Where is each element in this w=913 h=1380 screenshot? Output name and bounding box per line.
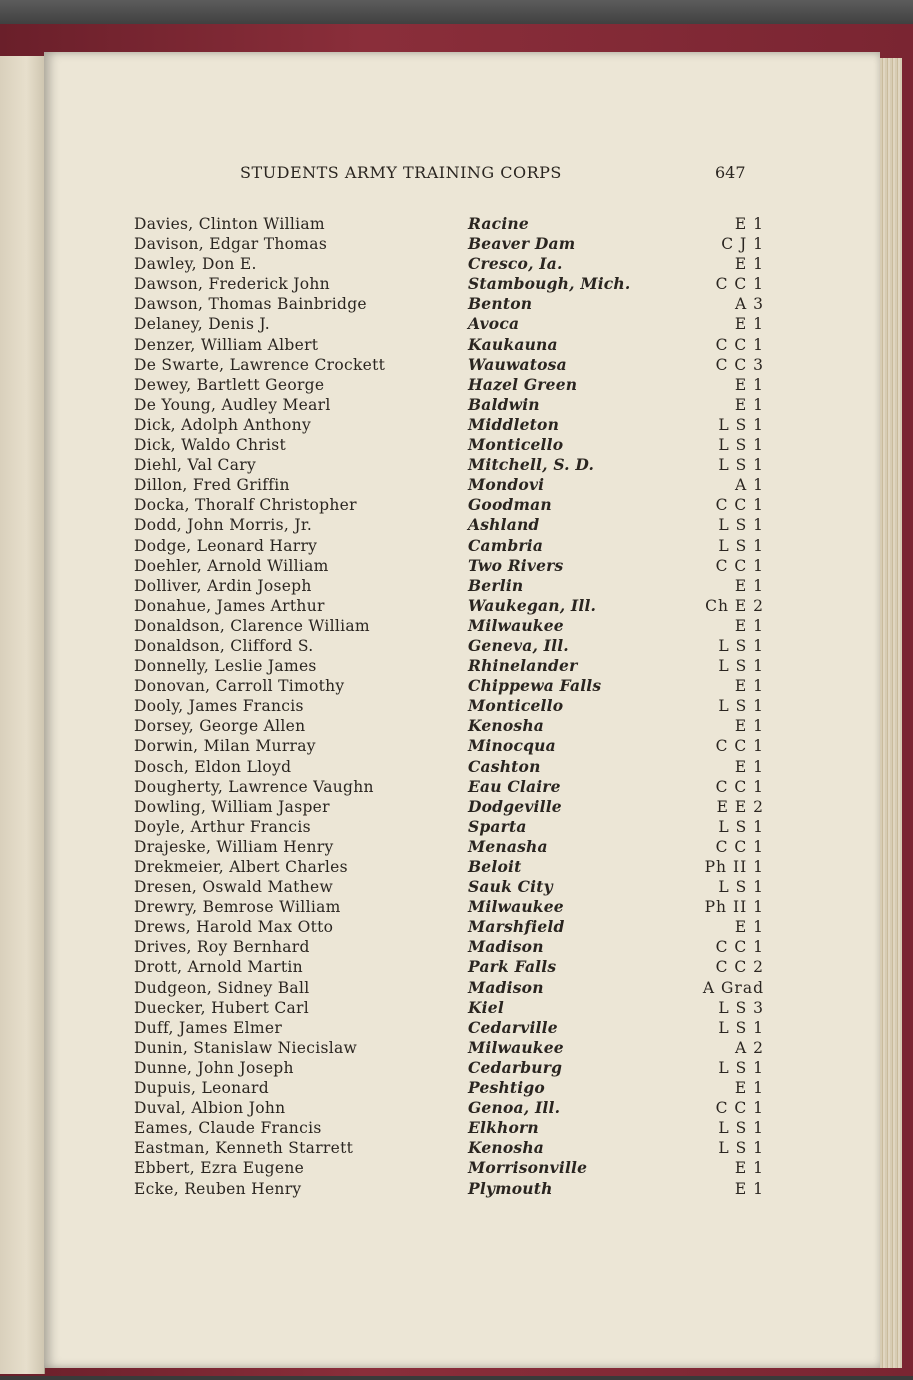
course-code: C C 1	[715, 938, 764, 957]
course-code: Ch E 2	[705, 596, 764, 615]
roster-entry	[134, 495, 774, 515]
course-code: C C 1	[715, 737, 764, 756]
roster-entry	[134, 475, 774, 495]
roster-entry	[134, 314, 774, 334]
course-code: C C 1	[715, 496, 764, 515]
course-code: C J 1	[721, 235, 764, 254]
hometown: Mitchell, S. D.	[468, 455, 595, 475]
roster-entry	[134, 515, 774, 535]
student-name: Donaldson, Clifford S.	[134, 636, 314, 655]
student-name: Doyle, Arthur Francis	[134, 817, 311, 836]
hometown: Two Rivers	[468, 555, 564, 575]
student-name: Delaney, Denis J.	[134, 315, 270, 334]
hometown: Dodgeville	[468, 796, 562, 816]
course-code: L S 1	[718, 697, 764, 716]
roster-entry	[134, 757, 774, 777]
student-name: Davies, Clinton William	[134, 215, 325, 233]
student-name: Dresen, Oswald Mathew	[134, 878, 334, 897]
course-code: C C 1	[715, 837, 764, 856]
hometown: Eau Claire	[468, 776, 561, 796]
roster-entry	[134, 556, 774, 576]
hometown: Kaukauna	[468, 334, 558, 354]
hometown: Milwaukee	[468, 897, 564, 917]
hometown: Benton	[468, 294, 533, 314]
hometown: Beloit	[468, 857, 522, 876]
roster-entry	[134, 736, 774, 756]
student-name: Dudgeon, Sidney Ball	[134, 978, 310, 997]
hometown: Middleton	[468, 414, 560, 434]
hometown: Cresco, Ia.	[468, 254, 563, 274]
roster-entry	[134, 254, 774, 274]
roster-entry	[134, 937, 774, 957]
roster-entry	[134, 1138, 774, 1158]
student-name: De Young, Audley Mearl	[134, 395, 331, 414]
student-name: Donnelly, Leslie James	[134, 657, 317, 676]
student-name: Dolliver, Ardin Joseph	[134, 576, 312, 595]
student-name: Dodd, John Morris, Jr.	[134, 516, 313, 535]
running-head: STUDENTS ARMY TRAINING CORPS	[240, 163, 562, 182]
course-code: C C 1	[715, 777, 764, 796]
course-code: L S 1	[718, 817, 764, 836]
roster-entry	[134, 716, 774, 736]
student-name: Drews, Harold Max Otto	[134, 918, 334, 937]
course-code: E 1	[734, 395, 764, 414]
hometown: Wauwatosa	[468, 354, 567, 374]
roster-entry	[134, 636, 774, 656]
hometown: Mondovi	[468, 475, 545, 495]
hometown: Avoca	[468, 314, 520, 334]
roster-entry	[134, 455, 774, 475]
course-code: L S 1	[718, 636, 764, 655]
course-code: E 1	[734, 1179, 764, 1198]
course-code: L S 1	[718, 456, 764, 475]
roster-entry	[134, 957, 774, 977]
student-name: Duff, James Elmer	[134, 1018, 283, 1037]
hometown: Racine	[468, 214, 529, 233]
student-name: Ebbert, Ezra Eugene	[134, 1159, 305, 1178]
student-name: Duval, Albion John	[134, 1099, 286, 1118]
roster-entry	[134, 696, 774, 716]
student-name: Ecke, Reuben Henry	[134, 1179, 302, 1198]
course-code: C C 1	[715, 556, 764, 575]
student-name: Dosch, Eldon Lloyd	[134, 757, 292, 776]
course-code: E 1	[734, 616, 764, 635]
hometown: Marshfield	[468, 917, 565, 937]
hometown: Sauk City	[468, 877, 553, 897]
student-name: Dougherty, Lawrence Vaughn	[134, 777, 374, 796]
roster-entry	[134, 415, 774, 435]
roster-entry	[134, 777, 774, 797]
roster-entry	[134, 1078, 774, 1098]
roster-entry	[134, 576, 774, 596]
roster-entry	[134, 978, 774, 998]
student-name: Dawley, Don E.	[134, 255, 257, 274]
hometown: Morrisonville	[468, 1158, 588, 1178]
hometown: Rhinelander	[468, 656, 578, 676]
course-code: C C 1	[715, 275, 764, 294]
student-name: Dodge, Leonard Harry	[134, 536, 318, 555]
hometown: Cambria	[468, 535, 544, 555]
course-code: E 1	[734, 215, 764, 233]
student-name: Dick, Adolph Anthony	[134, 415, 312, 434]
hometown: Kenosha	[468, 1138, 545, 1158]
roster-entry	[134, 1158, 774, 1178]
course-code: L S 1	[718, 878, 764, 897]
course-code: E 1	[734, 1079, 764, 1098]
student-name: Dick, Waldo Christ	[134, 436, 287, 455]
hometown: Kenosha	[468, 716, 545, 736]
hometown: Baldwin	[468, 394, 540, 414]
roster-entry	[134, 274, 774, 294]
hometown: Monticello	[468, 696, 564, 716]
course-code: E 1	[734, 677, 764, 696]
course-code: C C 2	[715, 958, 764, 977]
roster-entry	[134, 214, 774, 234]
course-code: L S 1	[718, 516, 764, 535]
student-name: Drekmeier, Albert Charles	[134, 858, 348, 876]
course-code: E 1	[734, 1159, 764, 1178]
roster-entry	[134, 837, 774, 857]
roster-entry	[134, 897, 774, 917]
course-code: L S 1	[718, 1058, 764, 1077]
roster-entry	[134, 998, 774, 1018]
course-code: A Grad	[702, 978, 764, 997]
hometown: Hazel Green	[468, 374, 578, 394]
student-name: De Swarte, Lawrence Crockett	[134, 355, 386, 374]
roster-entry	[134, 375, 774, 395]
roster-entry	[134, 335, 774, 355]
course-code: C C 1	[715, 1099, 764, 1118]
roster-entry	[134, 1038, 774, 1058]
roster-entry	[134, 234, 774, 254]
page-edges	[880, 58, 902, 1368]
student-name: Drott, Arnold Martin	[134, 958, 303, 977]
course-code: E 1	[734, 576, 764, 595]
hometown: Park Falls	[468, 957, 557, 977]
hometown: Ashland	[468, 515, 540, 535]
student-name: Davison, Edgar Thomas	[134, 235, 328, 254]
course-code: L S 1	[718, 536, 764, 555]
hometown: Madison	[468, 937, 544, 957]
course-code: C C 1	[715, 335, 764, 354]
hometown: Elkhorn	[468, 1118, 539, 1138]
roster-entry	[134, 435, 774, 455]
hometown: Madison	[468, 977, 544, 997]
roster-entry	[134, 1179, 774, 1199]
course-code: L S 1	[718, 1119, 764, 1138]
roster-entry	[134, 1058, 774, 1078]
course-code: A 2	[735, 1038, 764, 1057]
hometown: Milwaukee	[468, 615, 564, 635]
hometown: Peshtigo	[468, 1078, 545, 1098]
student-name: Denzer, William Albert	[134, 335, 319, 354]
roster-entry	[134, 355, 774, 375]
course-code: E 1	[734, 255, 764, 274]
roster-entry	[134, 395, 774, 415]
student-name: Dupuis, Leonard	[134, 1079, 269, 1098]
course-code: L S 3	[718, 998, 764, 1017]
roster-entry	[134, 1018, 774, 1038]
course-code: A 3	[735, 295, 764, 314]
student-name: Dawson, Thomas Bainbridge	[134, 295, 367, 314]
student-name: Drives, Roy Bernhard	[134, 938, 310, 957]
roster-entry	[134, 857, 774, 877]
roster-entry	[134, 536, 774, 556]
course-code: E 1	[734, 375, 764, 394]
hometown: Genoa, Ill.	[468, 1098, 561, 1118]
roster-entry	[134, 877, 774, 897]
roster-entry	[134, 917, 774, 937]
student-name: Dowling, William Jasper	[134, 797, 330, 816]
student-name: Drajeske, William Henry	[134, 837, 334, 856]
hometown: Sparta	[468, 816, 527, 836]
hometown: Goodman	[468, 495, 552, 515]
roster-entry	[134, 797, 774, 817]
course-code: L S 1	[718, 415, 764, 434]
course-code: L S 1	[718, 1018, 764, 1037]
course-code: E 1	[734, 918, 764, 937]
student-name: Donahue, James Arthur	[134, 596, 325, 615]
facing-page-edge	[0, 56, 45, 1374]
course-code: A 1	[735, 476, 764, 495]
roster-entry	[134, 616, 774, 636]
roster-list	[134, 214, 774, 1199]
hometown: Menasha	[468, 836, 548, 856]
hometown: Minocqua	[468, 736, 556, 756]
student-name: Docka, Thoralf Christopher	[134, 496, 357, 515]
student-name: Dorsey, George Allen	[134, 717, 306, 736]
hometown: Kiel	[468, 997, 504, 1017]
course-code: Ph II 1	[704, 898, 764, 917]
student-name: Dunne, John Joseph	[134, 1058, 294, 1077]
hometown: Monticello	[468, 435, 564, 455]
student-name: Dunin, Stanislaw Niecislaw	[134, 1038, 358, 1057]
roster-entry	[134, 294, 774, 314]
hometown: Chippewa Falls	[468, 676, 602, 696]
student-name: Duecker, Hubert Carl	[134, 998, 310, 1017]
hometown: Berlin	[468, 575, 524, 595]
course-code: L S 1	[718, 657, 764, 676]
student-name: Doehler, Arnold William	[134, 556, 329, 575]
hometown: Plymouth	[468, 1178, 553, 1198]
student-name: Dewey, Bartlett George	[134, 375, 325, 394]
student-name: Donovan, Carroll Timothy	[134, 677, 345, 696]
student-name: Eames, Claude Francis	[134, 1119, 322, 1138]
hometown: Stambough, Mich.	[468, 274, 631, 294]
student-name: Dawson, Frederick John	[134, 275, 330, 294]
roster-entry	[134, 817, 774, 837]
roster-entry	[134, 676, 774, 696]
hometown: Cedarville	[468, 1017, 558, 1037]
course-code: E 1	[734, 717, 764, 736]
student-name: Donaldson, Clarence William	[134, 616, 370, 635]
course-code: E 1	[734, 757, 764, 776]
roster-entry	[134, 656, 774, 676]
student-name: Diehl, Val Cary	[134, 456, 257, 475]
course-code: L S 1	[718, 436, 764, 455]
hometown: Geneva, Ill.	[468, 635, 569, 655]
course-code: Ph II 1	[704, 858, 764, 876]
hometown: Waukegan, Ill.	[468, 595, 597, 615]
student-name: Dooly, James Francis	[134, 697, 304, 716]
student-name: Drewry, Bemrose William	[134, 898, 341, 917]
course-code: E 1	[734, 315, 764, 334]
course-code: C C 3	[715, 355, 764, 374]
roster-entry	[134, 1098, 774, 1118]
student-name: Dorwin, Milan Murray	[134, 737, 316, 756]
hometown: Beaver Dam	[468, 234, 576, 254]
hometown: Cedarburg	[468, 1057, 563, 1077]
roster-entry	[134, 1118, 774, 1138]
page-number: 647	[715, 163, 746, 182]
student-name: Eastman, Kenneth Starrett	[134, 1139, 354, 1158]
roster-entry	[134, 596, 774, 616]
hometown: Milwaukee	[468, 1037, 564, 1057]
course-code: L S 1	[718, 1139, 764, 1158]
course-code: E E 2	[716, 797, 764, 816]
hometown: Cashton	[468, 756, 541, 776]
student-name: Dillon, Fred Griffin	[134, 476, 290, 495]
